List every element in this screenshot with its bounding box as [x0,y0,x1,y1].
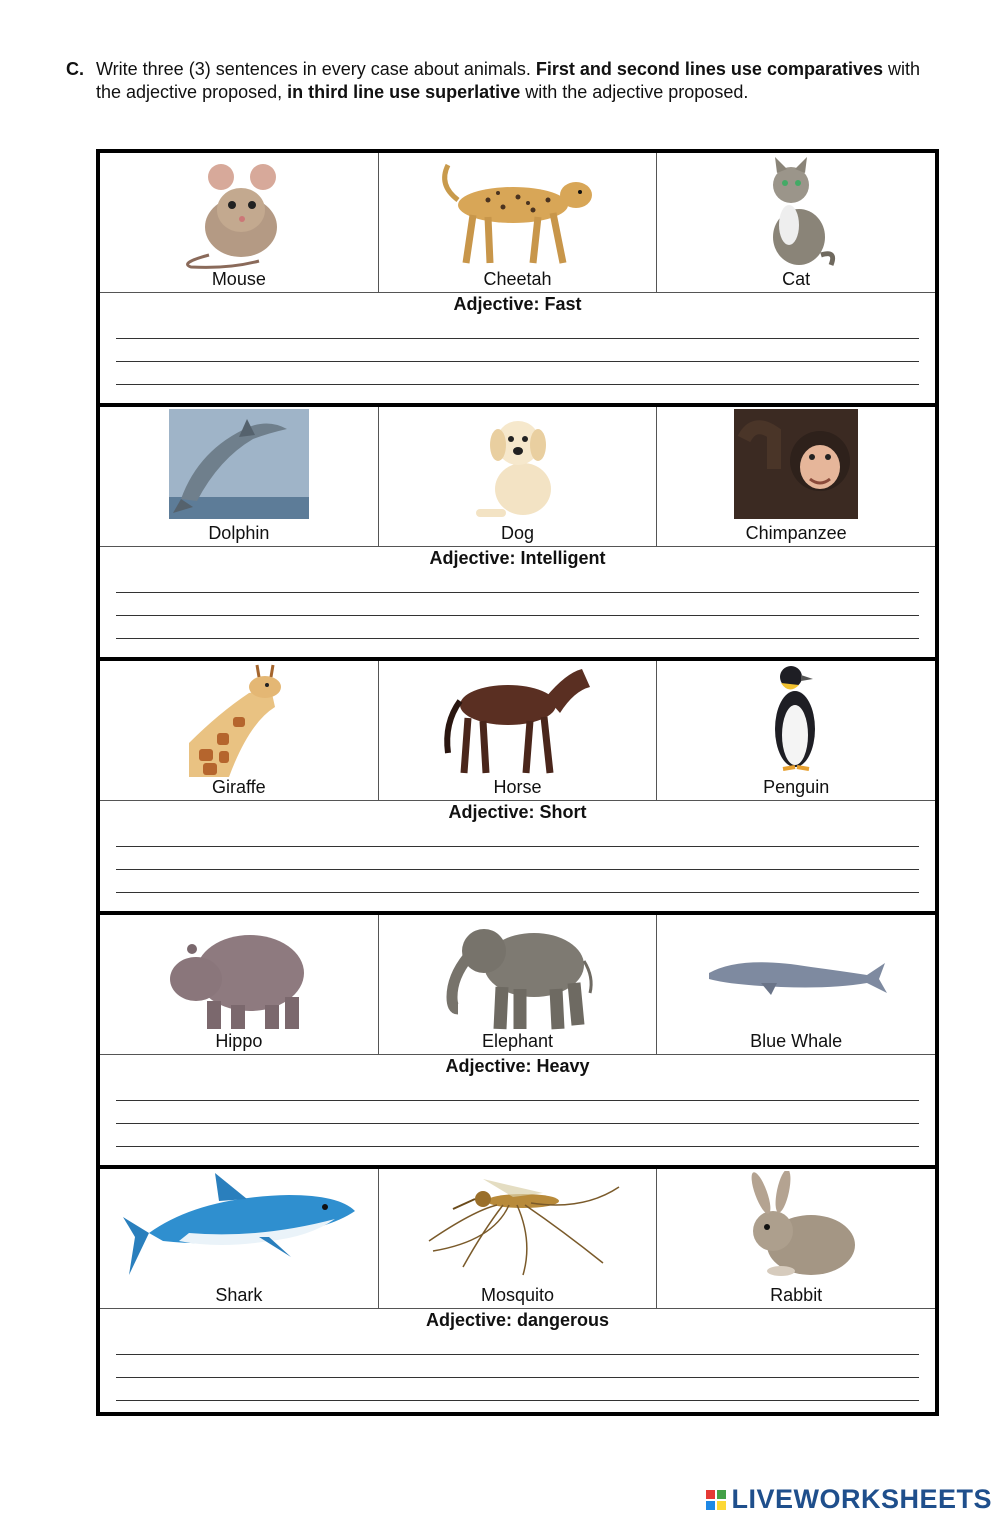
instructions [66,58,946,103]
animal-cell [378,915,657,1054]
animal-cell [100,153,378,292]
answer-line[interactable] [116,824,919,847]
animal-cell [656,153,935,292]
animal-name: Cheetah [483,269,552,289]
animal-name: Blue Whale [750,1031,843,1051]
logo-blocks-icon [706,1490,726,1510]
section-intelligent [96,403,939,657]
horse-icon [438,663,598,777]
animal-row [100,661,935,801]
animal-cell [656,915,935,1054]
adjective-label: Adjective: Intelligent [429,548,606,568]
mouse-icon [169,155,309,269]
answer-line[interactable] [116,870,919,893]
answer-line[interactable] [116,1332,919,1355]
animal-cell [378,407,657,546]
adjective-label: Adjective: dangerous [425,1310,610,1330]
instruction-text: Write three (3) sentences in every case about animals. First and second lines use comparatives with the adjective proposed, in third line use superlative with the adjective proposed. [96,59,921,102]
animal-row [100,915,935,1055]
animal-row [100,407,935,547]
answer-line[interactable] [116,847,919,870]
answer-line[interactable] [116,316,919,339]
animal-name: Chimpanzee [745,523,847,543]
dolphin-icon [169,409,309,519]
animal-name: Hippo [215,1031,263,1051]
section-heavy [96,911,939,1165]
worksheet-table [96,149,939,1416]
answer-line[interactable] [116,570,919,593]
section-dangerous [96,1165,939,1416]
chimpanzee-icon [734,409,858,519]
elephant-icon [438,917,598,1031]
adjective-label: Adjective: Fast [453,294,582,314]
animal-cell [100,661,378,800]
instruction-label: C. [66,59,84,79]
answer-line[interactable] [116,1101,919,1124]
liveworksheets-logo [706,1484,992,1515]
logo-text: LIVEWORKSHEETS [731,1484,992,1514]
animal-name: Rabbit [770,1285,823,1305]
animal-row [100,1169,935,1309]
dog-icon [468,409,568,523]
animal-name: Penguin [763,777,830,797]
adjective-label: Adjective: Heavy [445,1056,590,1076]
animal-cell [656,407,935,546]
hippo-icon [164,917,314,1031]
mosquito-icon [413,1171,623,1281]
answer-line[interactable] [116,362,919,385]
animal-name: Elephant [481,1031,554,1051]
section-short [96,657,939,911]
animal-name: Cat [782,269,811,289]
giraffe-icon [179,663,299,777]
cat-icon [751,155,841,269]
animal-cell [656,661,935,800]
answer-line[interactable] [116,1124,919,1147]
answer-line[interactable] [116,593,919,616]
animal-cell [656,1169,935,1308]
animal-name: Dolphin [208,523,270,543]
animal-cell [100,915,378,1054]
shark-icon [119,1171,359,1285]
animal-name: Horse [493,777,542,797]
animal-row [100,153,935,293]
cheetah-icon [428,155,608,269]
animal-cell [100,1169,378,1308]
animal-name: Mouse [211,269,266,289]
rabbit-icon [731,1171,861,1281]
penguin-icon [761,663,831,773]
animal-name: Shark [215,1285,263,1305]
animal-name: Dog [500,523,535,543]
whale-icon [701,917,891,1031]
animal-cell [100,407,378,546]
answer-line[interactable] [116,1078,919,1101]
adjective-label: Adjective: Short [448,802,587,822]
animal-cell [378,1169,657,1308]
animal-cell [378,661,657,800]
answer-line[interactable] [116,339,919,362]
animal-cell [378,153,657,292]
answer-line[interactable] [116,616,919,639]
section-fast [96,149,939,403]
answer-line[interactable] [116,1378,919,1401]
animal-name: Mosquito [480,1285,555,1305]
animal-name: Giraffe [211,777,266,797]
answer-line[interactable] [116,1355,919,1378]
